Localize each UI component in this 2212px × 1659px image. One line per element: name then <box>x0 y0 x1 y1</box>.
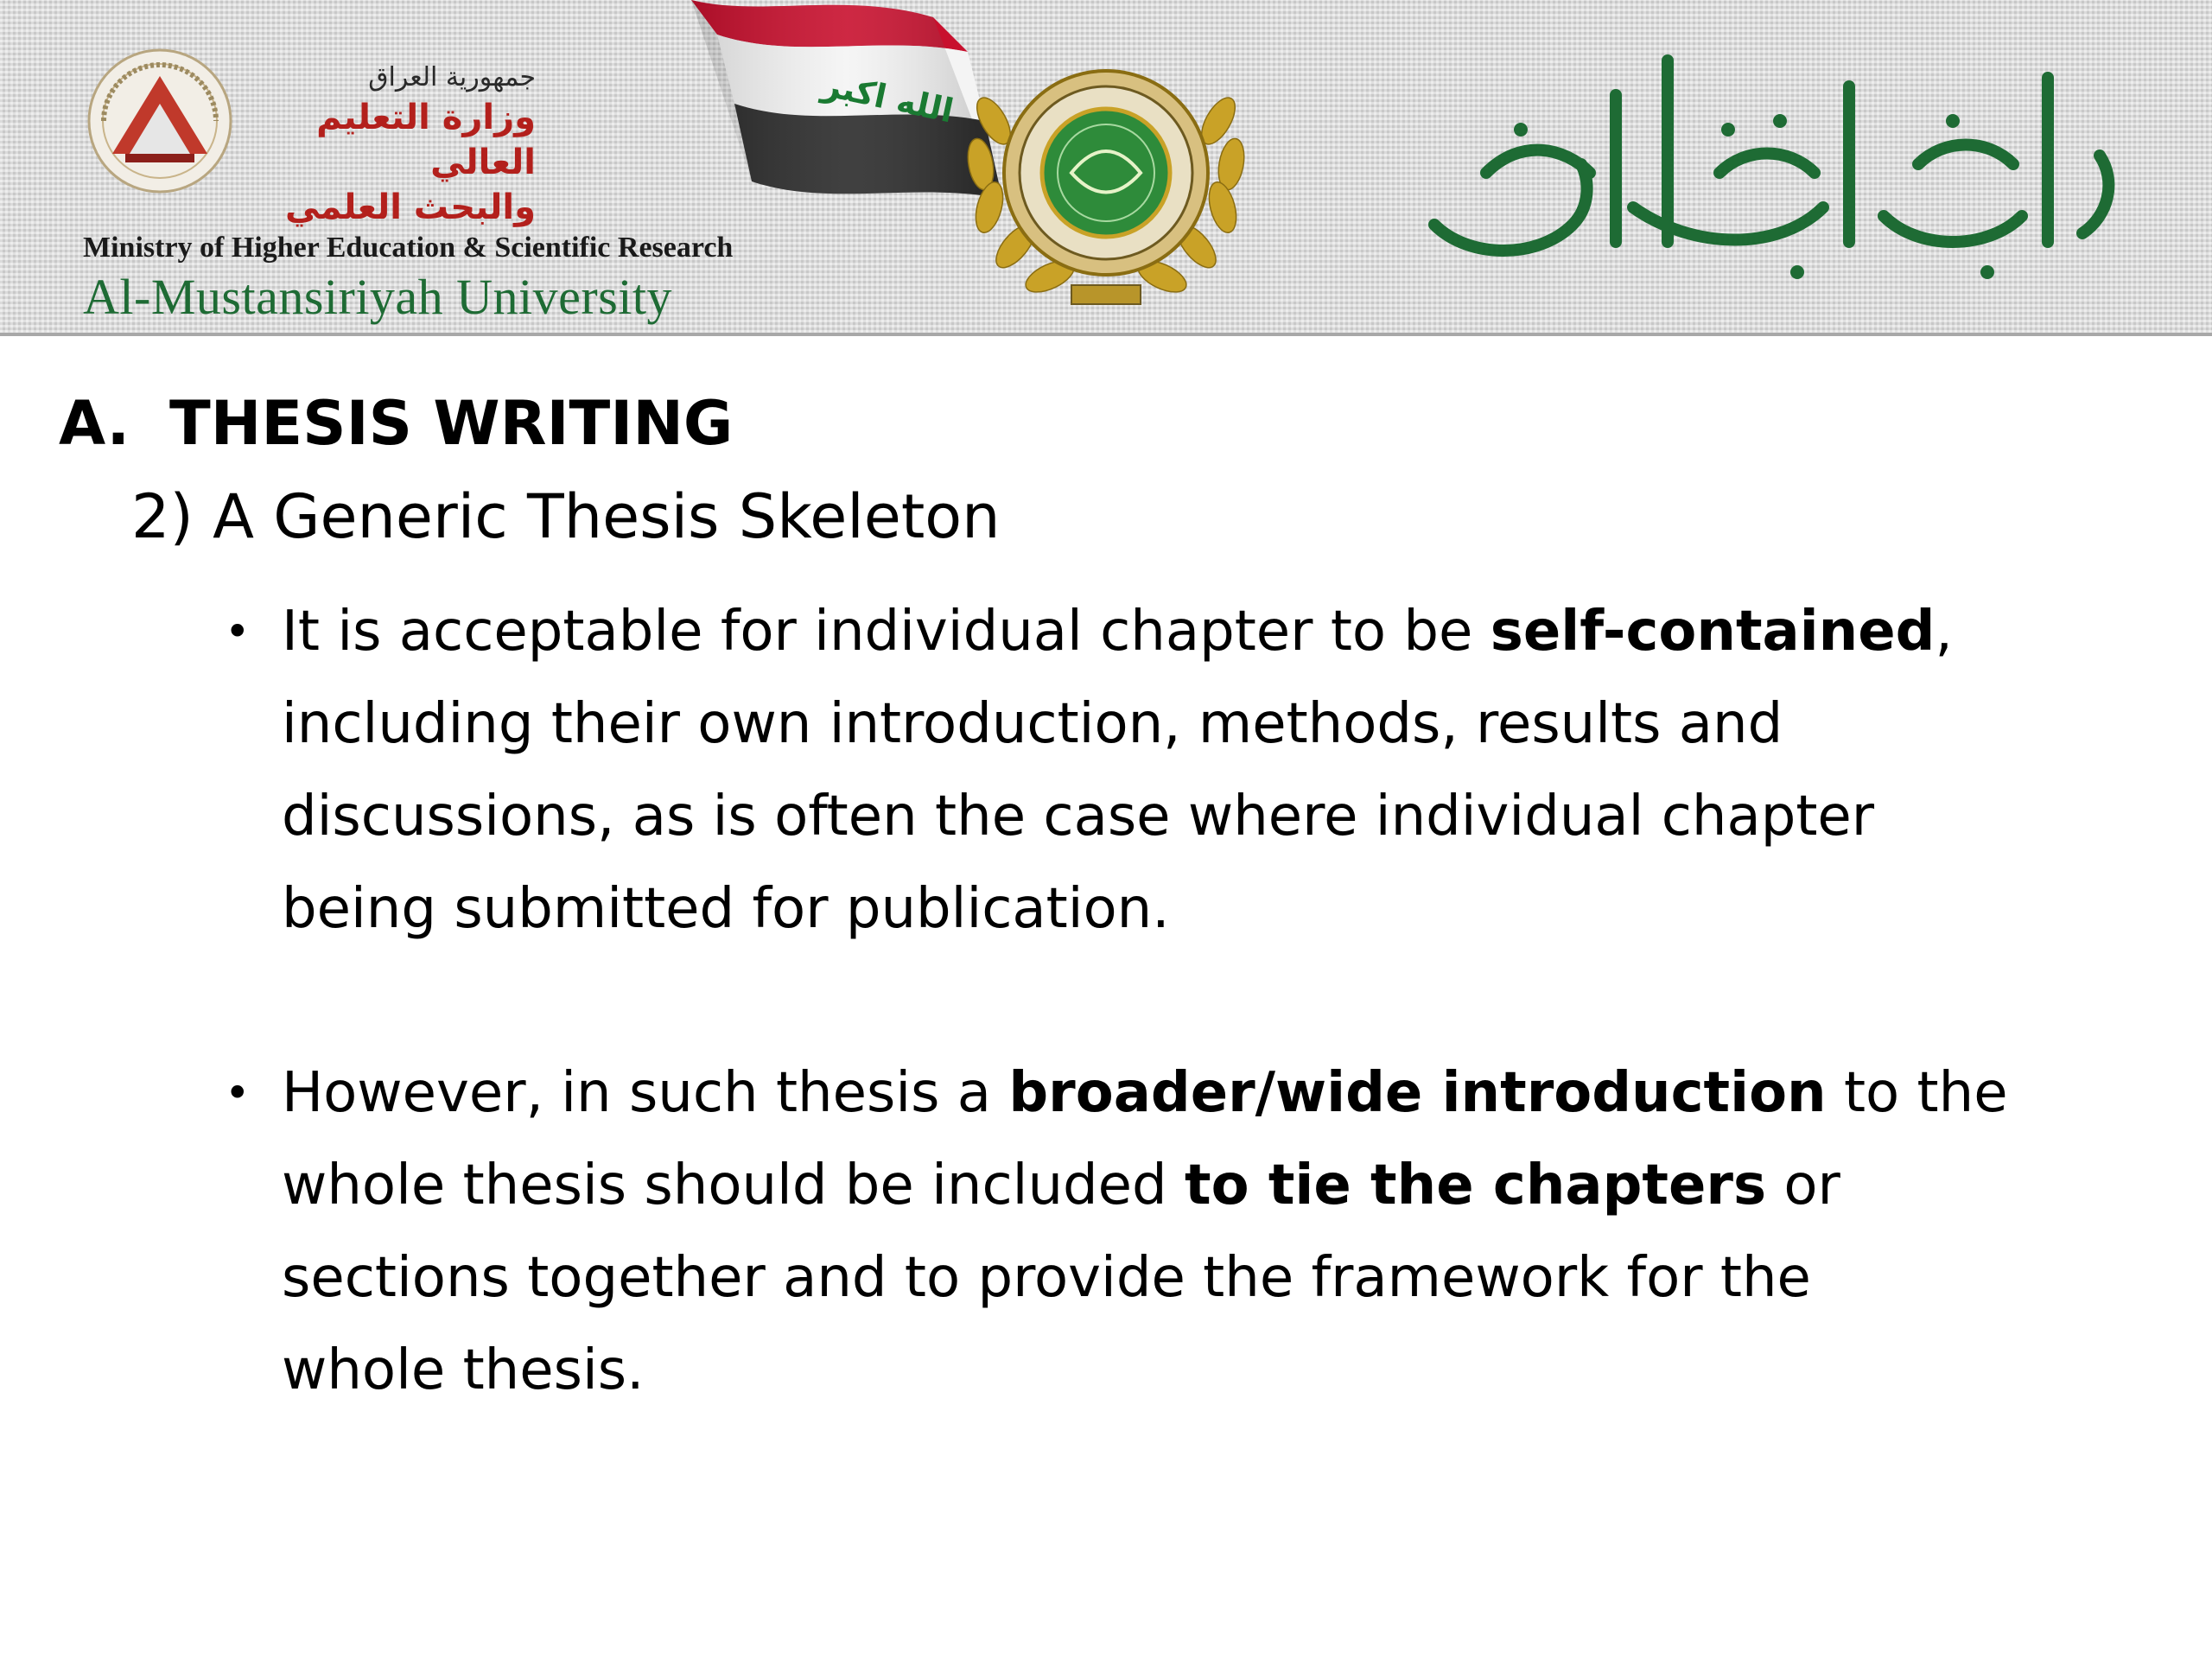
heading-text: THESIS WRITING <box>169 388 734 459</box>
header-banner <box>0 0 2212 336</box>
flag-takbir-text: الله اكبر <box>819 65 957 130</box>
heading-marker: A. <box>59 388 130 459</box>
bullet-line: However, in such thesis a broader/wide introduction to the <box>282 1061 2008 1125</box>
ministry-name-ar-line2: والبحث العلمي <box>285 188 536 227</box>
bullet-line: whole thesis should be included to tie the chapters or <box>282 1154 1840 1217</box>
bullet-line: being submitted for publication. <box>282 877 1170 941</box>
emphasis-text: to tie the chapters <box>1184 1154 1767 1217</box>
country-name-ar: جمهورية العراق <box>368 62 536 92</box>
bullet-item <box>225 586 2039 956</box>
bullet-line: sections together and to provide the framework for the <box>282 1246 1811 1310</box>
bullet-dot: • <box>225 607 251 657</box>
emphasis-text: broader/wide introduction <box>1008 1061 1827 1125</box>
university-arabic-calligraphy <box>1417 43 2134 294</box>
bullet-line: whole thesis. <box>282 1338 645 1402</box>
bullet-line: discussions, as is often the case where individual chapter <box>282 785 1875 849</box>
university-english-title: Al-Mustansiriyah University <box>83 269 673 325</box>
slide-subheading: 2) A Generic Thesis Skeleton <box>131 481 1001 552</box>
bullet-line: It is acceptable for individual chapter to be self-contained, <box>282 600 1953 664</box>
bullet-item <box>225 1047 2039 1417</box>
bullet-line: including their own introduction, methods, results and <box>282 692 1783 756</box>
university-seal-icon <box>942 26 1270 320</box>
slide-heading <box>59 380 733 467</box>
ministry-arabic-title <box>233 60 536 230</box>
ministry-name-ar-line1: وزارة التعليم العالي <box>316 98 536 182</box>
ministry-english-title: Ministry of Higher Education & Scientific Research <box>83 232 734 264</box>
bullet-dot: • <box>225 1068 251 1118</box>
ministry-logo-icon <box>86 24 233 223</box>
emphasis-text: self-contained <box>1490 600 1936 664</box>
